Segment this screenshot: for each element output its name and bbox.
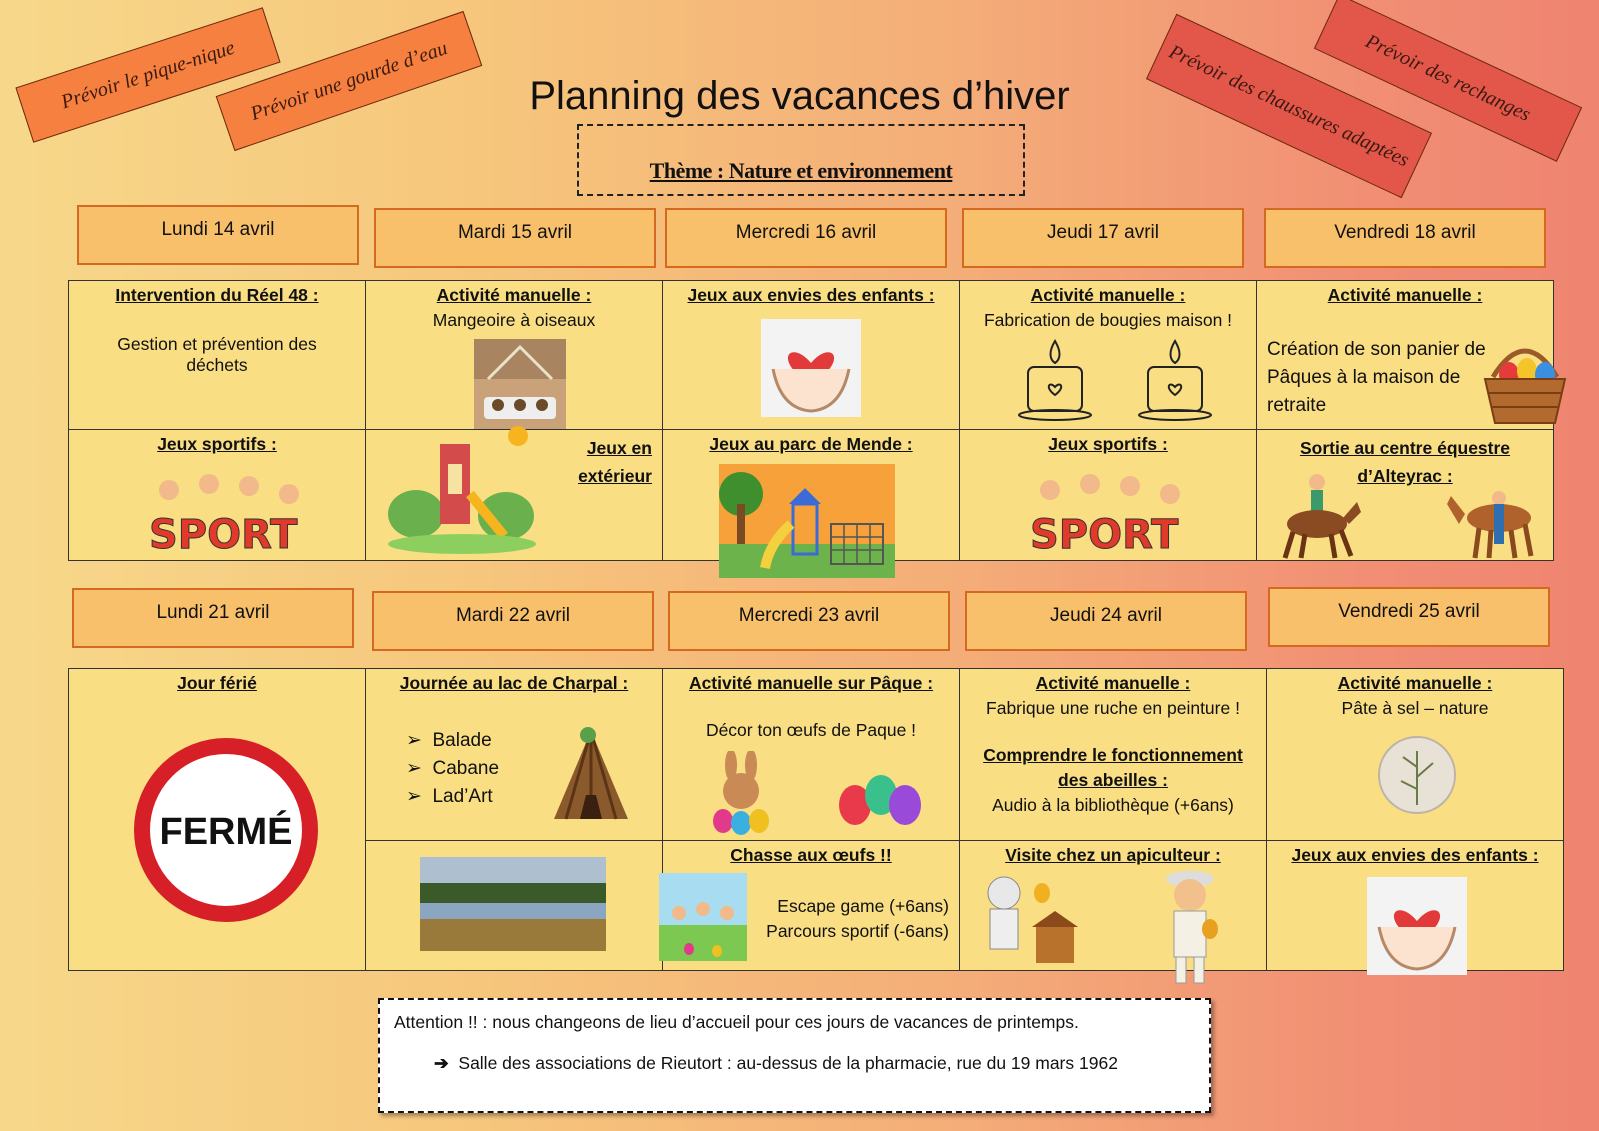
easter-eggs-icon xyxy=(833,765,925,829)
cell-heading: Chasse aux œufs !! xyxy=(730,845,892,865)
list-item: ➢ Lad’Art xyxy=(406,786,493,807)
cell-heading: Jeux au parc de Mende : xyxy=(709,434,913,454)
cell-heading: Sortie au centre équestre d’Alteyrac : xyxy=(1299,438,1511,486)
day-header: Mardi 22 avril xyxy=(372,591,654,651)
cell-lac-photo xyxy=(366,841,663,971)
cell-jour-ferie xyxy=(69,669,366,971)
cell-lac-charpal xyxy=(366,669,663,841)
theme-label: Thème : Nature et environnement xyxy=(649,158,953,183)
sport-kids-image xyxy=(1020,470,1190,555)
svg-text:SPORT: SPORT xyxy=(149,512,298,555)
lake-photo xyxy=(420,857,606,951)
horse-icon xyxy=(1445,484,1549,560)
candle-icon xyxy=(1016,337,1094,421)
notice-line-1: Attention !! : nous changeons de lieu d’accueil pour ces jours de vacances de printemps. xyxy=(394,1012,1079,1032)
cell-text: Création de son panier de Pâques à la maison de retraite xyxy=(1267,339,1486,416)
cell-heading: Jeux en extérieur xyxy=(578,438,652,486)
cell-heading-2: Comprendre le fonctionnement des abeilles : xyxy=(983,745,1243,790)
reminder-spare-text: Prévoir des rechanges xyxy=(1362,30,1534,126)
cell-heading: Jour férié xyxy=(177,673,257,693)
day-header: Mercredi 16 avril xyxy=(665,208,947,268)
horse-rider-icon xyxy=(1271,472,1363,560)
cell-text: Mangeoire à oiseaux xyxy=(432,310,596,330)
cell-text: Fabrique une ruche en peinture ! xyxy=(986,698,1240,718)
right-arrow-icon: ➔ xyxy=(434,1053,459,1073)
hut-icon xyxy=(546,725,636,825)
bird-feeder-image xyxy=(474,339,566,429)
day-header: Vendredi 18 avril xyxy=(1264,208,1546,268)
cell-sport-1 xyxy=(69,430,366,561)
day-header: Vendredi 25 avril xyxy=(1268,587,1550,647)
cell-text: Décor ton œufs de Paque ! xyxy=(705,720,917,740)
cell-text: Pâte à sel – nature xyxy=(1341,698,1489,718)
closed-sign-text: FERMÉ xyxy=(159,811,293,853)
salt-dough-imprint-icon xyxy=(1375,733,1459,817)
cell-mangeoire xyxy=(366,281,663,430)
cell-heading: Activité manuelle : xyxy=(1035,673,1191,693)
closed-sign-icon xyxy=(131,735,321,925)
notice-box xyxy=(378,998,1211,1113)
notice-line-2: Salle des associations de Rieutort : au-dessus de la pharmacie, rue du 19 mars 1962 xyxy=(458,1053,1118,1073)
cell-text-2: Parcours sportif (-6ans) xyxy=(766,921,949,941)
day-header: Mercredi 23 avril xyxy=(668,591,950,651)
day-header: Jeudi 24 avril xyxy=(965,591,1247,651)
cell-chasse xyxy=(663,841,960,971)
egg-hunt-image xyxy=(659,873,747,961)
lac-activity-list xyxy=(406,727,499,811)
reminder-picnic-text: Prévoir le pique-nique xyxy=(58,36,238,114)
cell-text: Escape game (+6ans) xyxy=(777,896,949,916)
cell-heading: Activité manuelle sur Pâque : xyxy=(688,673,934,693)
cell-envies-2 xyxy=(1267,841,1564,971)
sport-kids-image xyxy=(139,470,309,555)
easter-bunny-icon xyxy=(703,751,779,835)
beekeeper-icon xyxy=(970,871,1080,969)
day-header: Mardi 15 avril xyxy=(374,208,656,268)
cell-heading: Jeux sportifs : xyxy=(157,434,277,454)
cell-bougies xyxy=(960,281,1257,430)
beekeeper-child-icon xyxy=(1156,869,1228,991)
cell-ruche xyxy=(960,669,1267,841)
cell-heading: Activité manuelle : xyxy=(1337,673,1493,693)
cell-heading: Jeux aux envies des enfants : xyxy=(1291,845,1539,865)
cell-heading: Activité manuelle : xyxy=(1327,285,1483,305)
cell-text-2: Audio à la bibliothèque (+6ans) xyxy=(992,795,1234,815)
cell-heading: Visite chez un apiculteur : xyxy=(1005,845,1221,865)
cell-equestre xyxy=(1257,430,1554,561)
cell-envies-1 xyxy=(663,281,960,430)
cell-heading: Activité manuelle : xyxy=(1030,285,1186,305)
cell-heading: Journée au lac de Charpal : xyxy=(399,673,629,693)
list-item: ➢ Balade xyxy=(406,730,492,751)
week2-grid xyxy=(68,668,1564,971)
day-header: Lundi 14 avril xyxy=(77,205,359,265)
heart-hands-icon xyxy=(1367,877,1467,975)
park-image xyxy=(719,464,895,578)
cell-sport-2 xyxy=(960,430,1257,561)
cell-exterieur xyxy=(366,430,663,561)
cell-parc-mende xyxy=(663,430,960,561)
week1-grid xyxy=(68,280,1554,561)
cell-paque xyxy=(663,669,960,841)
reminder-shoes-text: Prévoir des chaussures adaptées xyxy=(1165,40,1413,172)
heart-hands-icon xyxy=(761,319,861,417)
cell-text: Fabrication de bougies maison ! xyxy=(983,310,1233,330)
cell-apiculteur xyxy=(960,841,1267,971)
arrow-bullet-icon: ➢ xyxy=(406,786,433,807)
reminder-water-text: Prévoir une gourde d’eau xyxy=(247,36,451,126)
cell-reel48 xyxy=(69,281,366,430)
cell-heading: Intervention du Réel 48 : xyxy=(115,285,319,305)
cell-panier xyxy=(1257,281,1554,430)
svg-text:SPORT: SPORT xyxy=(1030,512,1179,555)
page-title: Planning des vacances d’hiver xyxy=(529,74,1070,118)
notice-line-2-wrap xyxy=(394,1053,1195,1074)
candle-icon xyxy=(1136,337,1214,421)
arrow-bullet-icon: ➢ xyxy=(406,730,433,751)
playground-image xyxy=(386,424,538,556)
day-header: Lundi 21 avril xyxy=(72,588,354,648)
theme-box xyxy=(577,124,1025,196)
cell-heading: Jeux aux envies des enfants : xyxy=(687,285,935,305)
cell-text: Gestion et prévention des déchets xyxy=(117,334,317,375)
day-header: Jeudi 17 avril xyxy=(962,208,1244,268)
arrow-bullet-icon: ➢ xyxy=(406,758,433,779)
cell-pate-sel xyxy=(1267,669,1564,841)
cell-heading: Activité manuelle : xyxy=(436,285,592,305)
list-item: ➢ Cabane xyxy=(406,758,500,779)
easter-basket-icon xyxy=(1479,331,1571,431)
cell-heading: Jeux sportifs : xyxy=(1048,434,1168,454)
